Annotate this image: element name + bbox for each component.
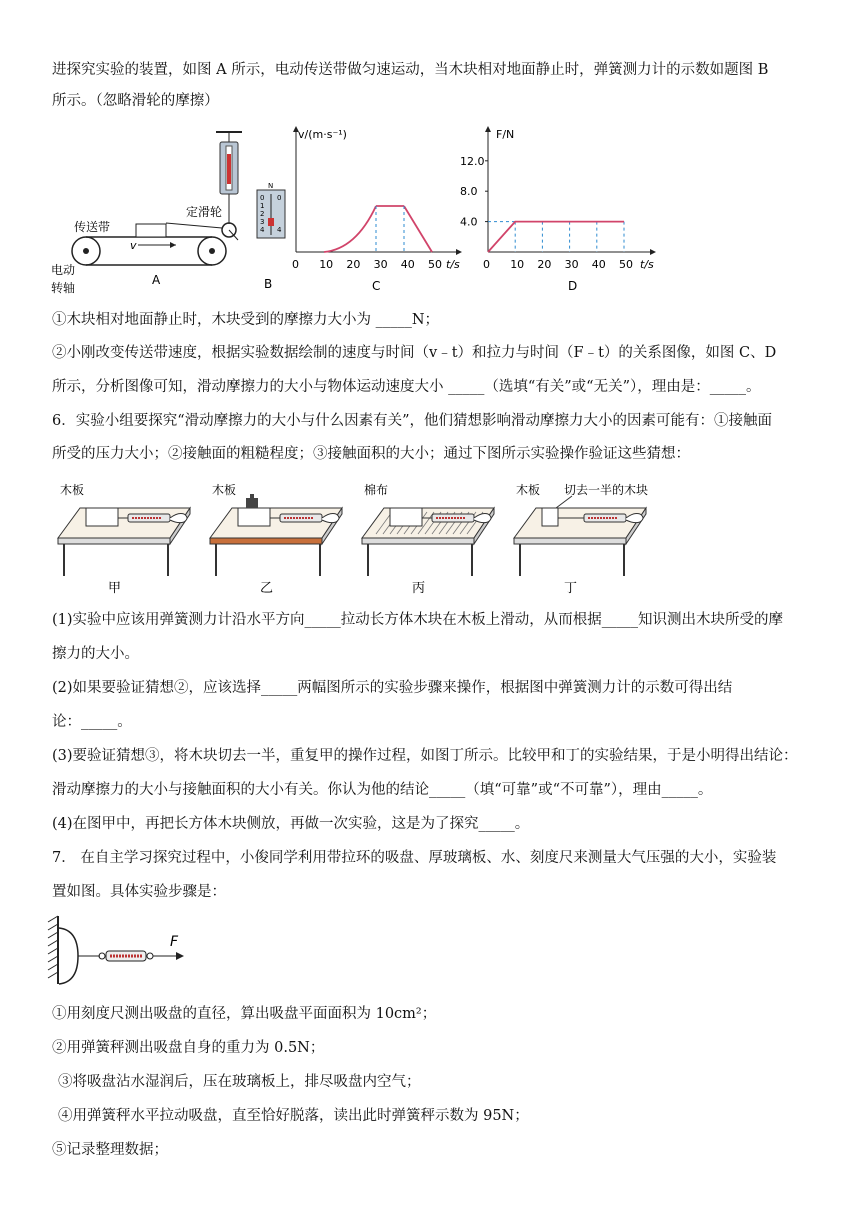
board-label: 棉布 (364, 483, 389, 497)
experiment-caption: 甲 (108, 581, 122, 596)
text-line-17: ①用刻度尺测出吸盘的直径，算出吸盘平面面积为 10cm²； (52, 1006, 437, 1022)
block (390, 508, 422, 526)
motor-label-1: 电动 (51, 263, 76, 277)
c-ylabel: v/(m·s⁻¹) (298, 128, 347, 141)
text-line-20: ④用弹簧秤水平拉动吸盘，直至恰好脱落，读出此时弹簧秤示数为 95N； (58, 1108, 529, 1124)
d-y-tick: 8.0 (460, 185, 478, 199)
text-line-10: (2)如果要验证猜想②，应该选择_____两幅图所示的实验步骤来操作，根据图中弹簧测力计的示数可得出结 (52, 680, 733, 696)
c-x-tick: 10 (319, 258, 334, 271)
d-x-tick: 0 (483, 258, 490, 271)
weight (246, 498, 258, 508)
d-x-tick: 20 (537, 258, 552, 271)
block (86, 508, 118, 526)
experiment-figures (50, 478, 670, 600)
board-label: 木板 (60, 483, 85, 497)
c-x-tick: 30 (373, 258, 388, 271)
experiment-caption: 丙 (412, 581, 426, 596)
text-line-15: 7． 在自主学习探究过程中，小俊同学利用带拉环的吸盘、厚玻璃板、水、刻度尺来测量大气压强的大小，实验装 (52, 850, 777, 866)
text-line-4: ②小刚改变传送带速度，根据实验数据绘制的速度与时间（v﹣t）和拉力与时间（F﹣t）的关系图像，如图 C、D (52, 345, 777, 361)
text-line-11: 论：_____。 (52, 714, 132, 730)
text-line-12: (3)要验证猜想③，将木块切去一半，重复甲的操作过程，如图丁所示。比较甲和丁的实验结果，于是小明得出结论： (52, 748, 798, 764)
c-accel-curve (324, 206, 376, 252)
figure-d-f-t-chart (456, 124, 666, 296)
v-label: v (130, 239, 137, 252)
figure-a-caption: A (152, 273, 161, 287)
text-line-8: (1)实验中应该用弹簧测力计沿水平方向_____拉动长方体木块在木板上滑动，从而根据_____知识测出木块所受的摩 (52, 612, 784, 628)
d-force-line (488, 222, 624, 252)
figure-d-caption: D (568, 279, 578, 293)
scale-tick-1: 1 (260, 202, 265, 210)
experiment-caption: 丁 (564, 581, 578, 596)
scale-tick-r0: 0 (277, 194, 282, 202)
text-line-9: 擦力的大小。 (52, 646, 139, 662)
experiment-1 (58, 482, 190, 596)
text-line-1: 进探究实验的装置，如图 A 所示，电动传送带做匀速运动，当木块相对地面静止时，弹簧测力计的示数如题图 B (52, 62, 769, 78)
scale-tick-2: 2 (260, 210, 265, 218)
scale-tick-r4: 4 (277, 226, 282, 234)
pulley-label: 定滑轮 (186, 205, 223, 219)
d-ylabel: F/N (496, 128, 515, 141)
c-x-tick: 40 (400, 258, 415, 271)
scale-tick-3: 3 (260, 218, 265, 226)
experiment-3 (362, 482, 494, 596)
d-x-tick: 10 (510, 258, 525, 271)
experiment-4 (514, 482, 648, 596)
scale-tick-0: 0 (260, 194, 265, 202)
text-line-19: ③将吸盘沾水湿润后，压在玻璃板上，排尽吸盘内空气； (58, 1074, 421, 1090)
text-line-5: 所示，分析图像可知，滑动摩擦力的大小与物体运动速度大小 _____（选填“有关”或“无关”），理由是：_____。 (52, 379, 761, 395)
c-x-tick: 20 (346, 258, 361, 271)
text-line-18: ②用弹簧秤测出吸盘自身的重力为 0.5N； (52, 1040, 325, 1056)
experiment-2 (210, 482, 342, 596)
figure-b-caption: B (264, 277, 273, 291)
d-xlabel: t/s (640, 258, 654, 271)
figure-c-caption: C (372, 279, 381, 293)
text-line-13: 滑动摩擦力的大小与接触面积的大小有关。你认为他的结论_____（填“可靠”或“不可靠”），理由_____。 (52, 782, 713, 798)
figure-7-suction-cup (44, 912, 194, 988)
d-y-tick: 12.0 (460, 154, 485, 168)
c-decel-segment (404, 206, 432, 252)
c-x-tick: 0 (292, 258, 299, 271)
text-line-21: ⑤记录整理数据； (52, 1142, 168, 1158)
text-line-7: 所受的压力大小；②接触面的粗糙程度；③接触面积的大小；通过下图所示实验操作验证这些猜想： (52, 446, 690, 462)
board-label: 木板 (516, 483, 541, 497)
text-line-16: 置如图。具体实验步骤是： (52, 884, 226, 900)
motor-label-2: 转轴 (51, 281, 76, 295)
block (542, 508, 558, 526)
d-x-tick: 50 (619, 258, 633, 271)
belt-label: 传送带 (74, 220, 111, 234)
d-y-tick: 4.0 (460, 215, 478, 229)
c-x-tick: 50 (428, 258, 442, 271)
scale-unit: N (268, 182, 274, 190)
text-line-14: (4)在图甲中，再把长方体木块侧放，再做一次实验，这是为了探究_____。 (52, 816, 530, 832)
force-label: F (170, 934, 179, 950)
d-x-tick: 40 (591, 258, 606, 271)
block (238, 508, 270, 526)
c-xlabel: t/s (446, 258, 460, 271)
text-line-6: 6．实验小组要探究“滑动摩擦力的大小与什么因素有关”，他们猜想影响滑动摩擦力大小的因素可能有：①接触面 (52, 413, 773, 429)
d-x-tick: 30 (564, 258, 579, 271)
scale-tick-4: 4 (260, 226, 265, 234)
board-label: 木板 (212, 483, 237, 497)
text-line-2: 所示。（忽略滑轮的摩擦） (52, 93, 219, 109)
half-block-note: 切去一半的木块 (564, 483, 649, 497)
text-line-3: ①木块相对地面静止时，木块受到的摩擦力大小为 _____N； (52, 312, 440, 328)
experiment-caption: 乙 (260, 581, 274, 596)
figure-c-v-t-chart (286, 124, 466, 296)
